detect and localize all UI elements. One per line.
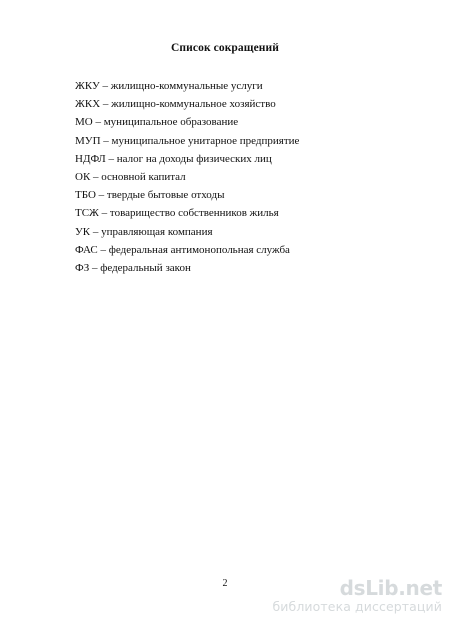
abbreviation-item: ОК – основной капитал — [75, 170, 186, 183]
abbreviation-item: НДФЛ – налог на доходы физических лиц — [75, 152, 272, 165]
abbreviation-item: УК – управляющая компания — [75, 225, 213, 238]
abbreviation-item: ЖКХ – жилищно-коммунальное хозяйство — [75, 98, 276, 111]
abbreviation-item: ТБО – твердые бытовые отходы — [75, 189, 225, 202]
page-title: Список сокращений — [171, 42, 279, 54]
page-number: 2 — [222, 578, 228, 589]
abbreviation-item: ТСЖ – товарищество собственников жилья — [75, 207, 279, 220]
watermark — [273, 578, 443, 614]
watermark-brand: dsLib.net — [339, 576, 442, 600]
abbreviation-item: МУП – муниципальное унитарное предприятие — [75, 134, 300, 147]
abbreviation-list — [75, 77, 299, 277]
abbreviation-item: ЖКУ – жилищно-коммунальные услуги — [75, 80, 263, 92]
abbreviation-item: МО – муниципальное образование — [75, 116, 239, 129]
abbreviation-item: ФЗ – федеральный закон — [75, 261, 191, 274]
watermark-tagline: библиотека диссертаций — [272, 599, 442, 614]
abbreviation-item: ФАС – федеральная антимонопольная служба — [75, 243, 290, 256]
